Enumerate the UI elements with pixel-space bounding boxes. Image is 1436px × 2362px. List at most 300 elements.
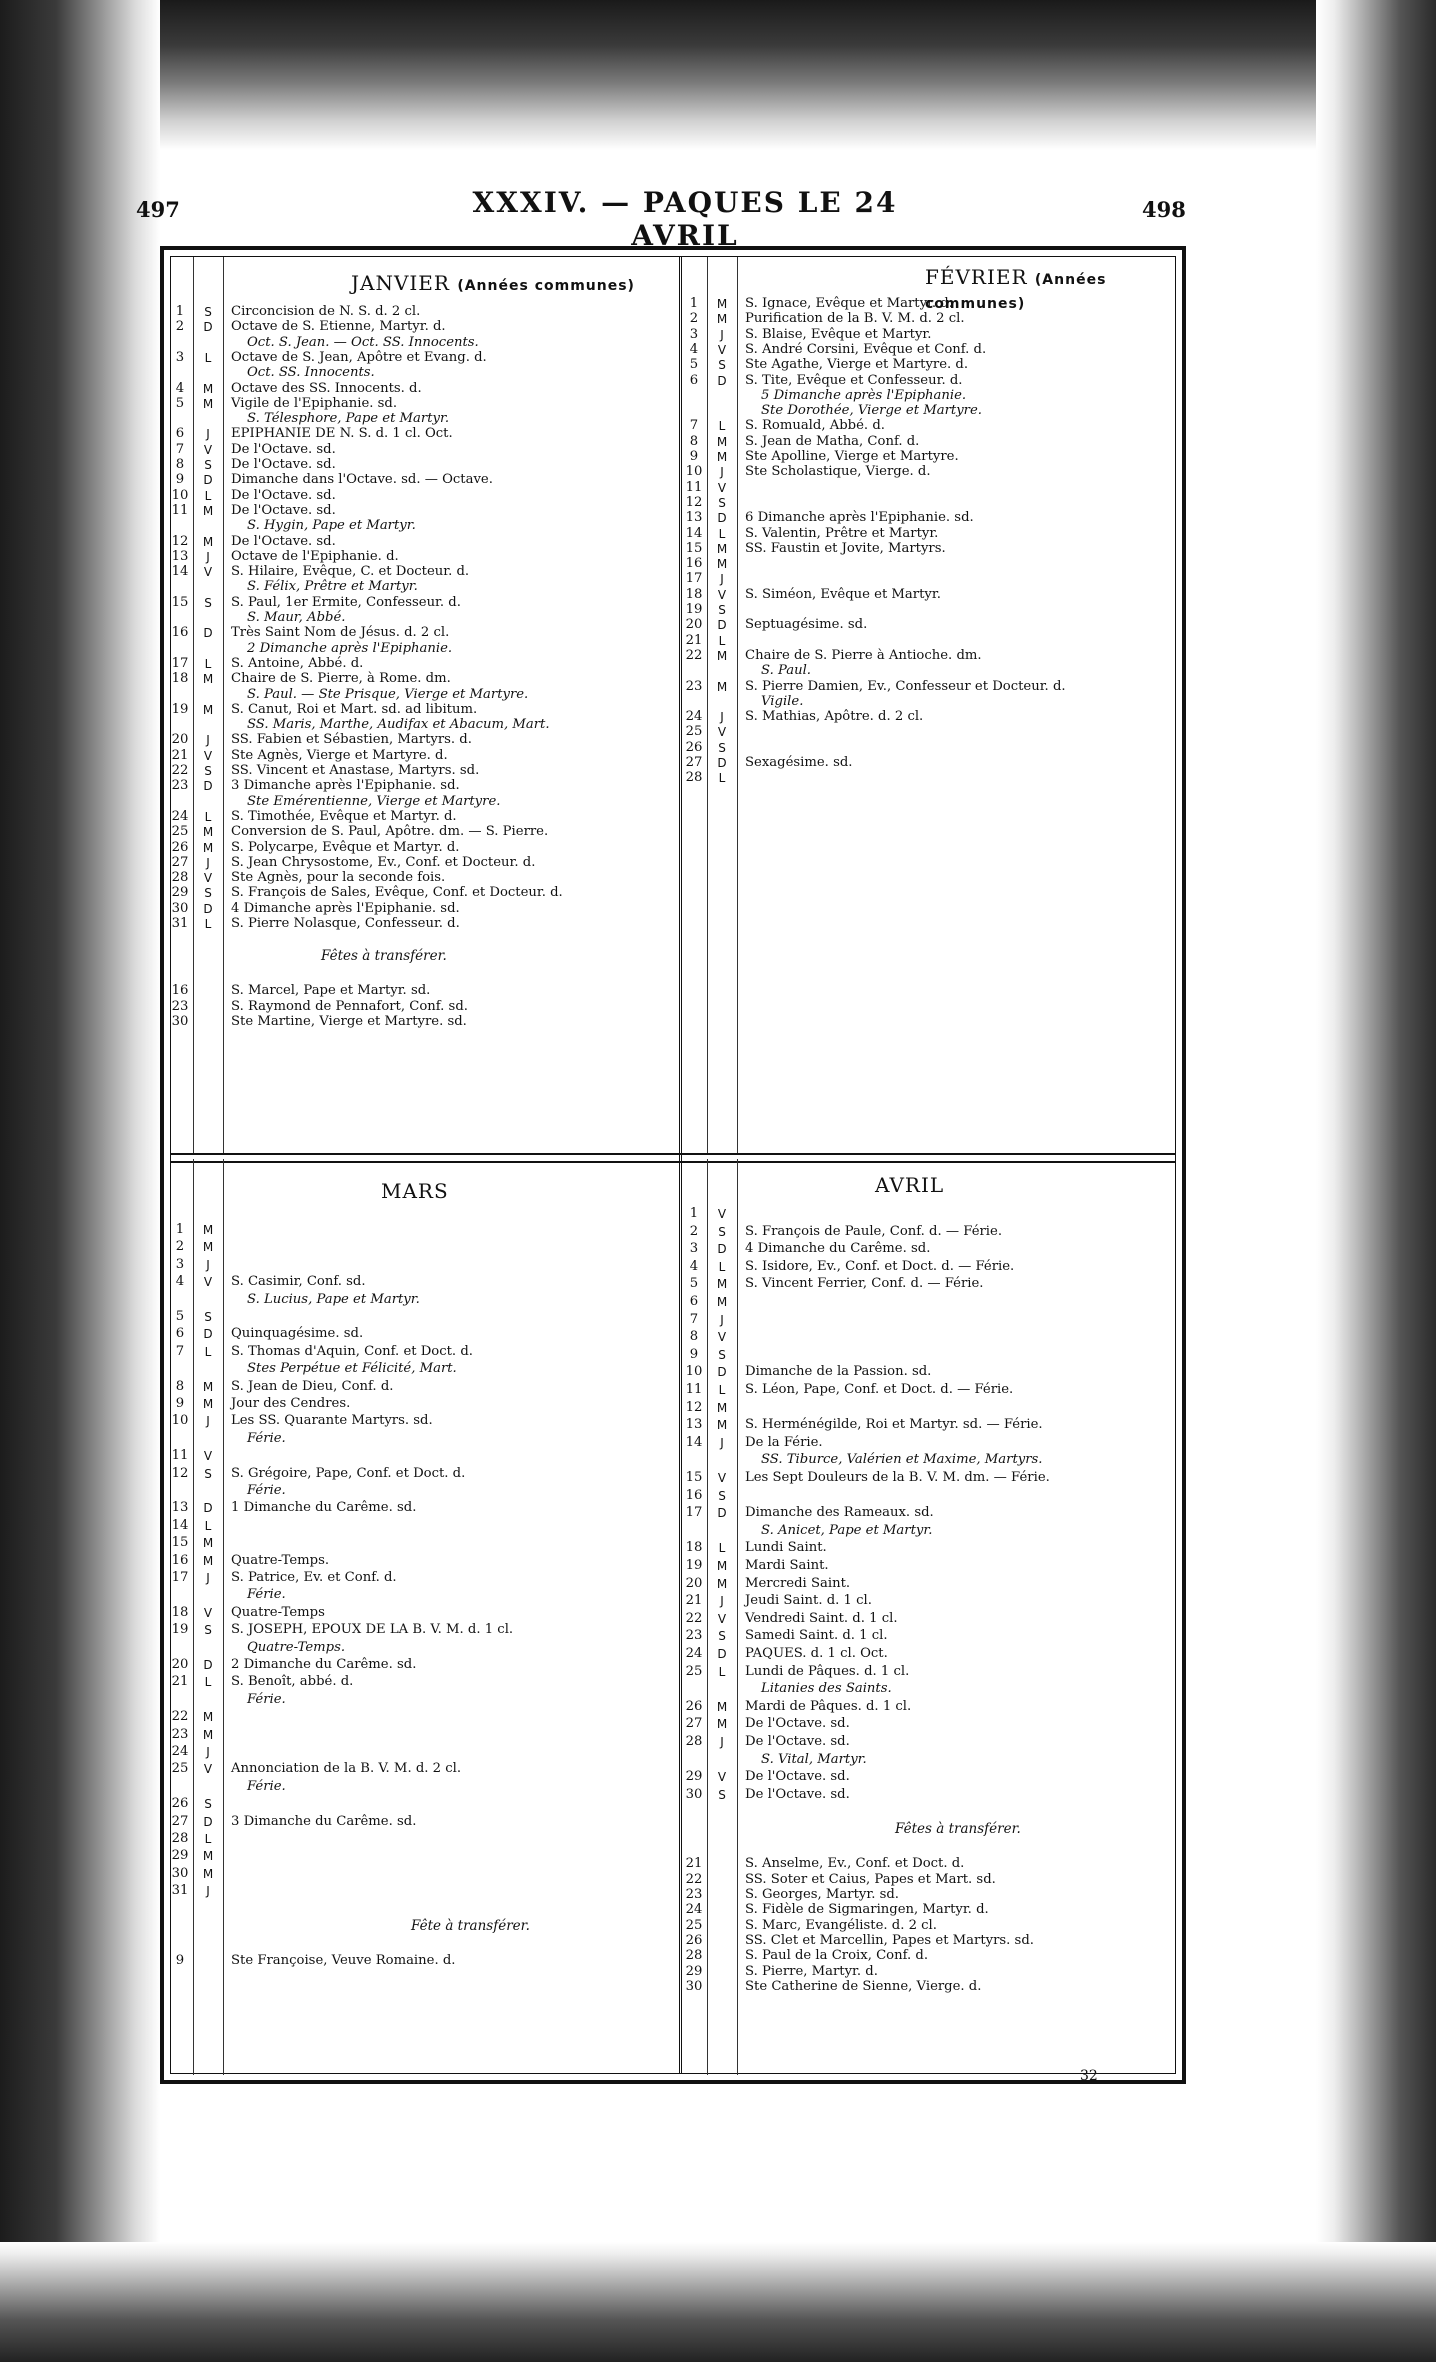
day-number: 31	[171, 916, 189, 931]
day-number: 19	[685, 1558, 703, 1573]
day-number: 20	[171, 1657, 189, 1672]
day-number: 9	[175, 472, 185, 488]
commemoration-text: Ste Emérentienne, Vierge et Martyre.	[247, 793, 501, 809]
weekday-letter: M	[716, 1717, 728, 1732]
feast-text: Quatre-Temps.	[231, 1552, 330, 1568]
feast-text: De l'Octave. sd.	[745, 1769, 850, 1785]
day-number: 30	[685, 1978, 703, 1994]
day-number: 8	[175, 1378, 185, 1394]
weekday-letter: S	[718, 1347, 726, 1362]
day-number: 22	[685, 1871, 703, 1887]
weekday-letter: S	[718, 1488, 726, 1503]
feast-text: SS. Faustin et Jovite, Martyrs.	[745, 540, 946, 556]
transfer-heading: Fête à transférer.	[411, 1917, 530, 1934]
day-number: 26	[171, 839, 189, 855]
month-name: JANVIER	[351, 271, 450, 295]
commemoration-text: Férie.	[247, 1430, 286, 1446]
feast-text: S. Pierre Damien, Ev., Confesseur et Docteur. d.	[745, 678, 1066, 694]
feast-text: Chaire de S. Pierre à Antioche. dm.	[745, 647, 982, 663]
day-number: 25	[171, 1761, 189, 1777]
day-number: 23	[171, 1726, 189, 1742]
day-number: 3	[689, 326, 699, 342]
transfer-text: SS. Clet et Marcellin, Papes et Martyrs. sd.	[745, 1932, 1034, 1948]
transfer-text: S. Marc, Evangéliste. d. 2 cl.	[745, 1917, 937, 1933]
day-number: 17	[171, 1570, 189, 1585]
weekday-letter: V	[717, 725, 727, 740]
weekday-letter: M	[202, 840, 214, 855]
day-number: 17	[171, 655, 189, 671]
feast-text: S. Casimir, Conf. sd.	[231, 1274, 366, 1290]
commemoration-text: S. Hygin, Pape et Martyr.	[247, 518, 416, 534]
transfer-text: Ste Françoise, Veuve Romaine. d.	[231, 1952, 456, 1968]
feast-text: Dimanche dans l'Octave. sd. — Octave.	[231, 472, 493, 488]
day-number: 23	[171, 778, 189, 794]
day-number: 12	[171, 533, 189, 549]
weekday-letter: J	[206, 1884, 210, 1899]
day-number: 16	[171, 983, 189, 999]
day-number: 8	[689, 433, 699, 449]
weekday-letter: L	[204, 656, 212, 671]
weekday-letter: D	[203, 473, 213, 488]
day-number: 15	[171, 594, 189, 610]
weekday-letter: V	[203, 442, 213, 457]
feast-text: 3 Dimanche du Carême. sd.	[231, 1813, 417, 1829]
weekday-letter: M	[716, 679, 728, 694]
commemoration-text: SS. Maris, Marthe, Audifax et Abacum, Mart.	[247, 717, 550, 733]
commemoration-text: Oct. S. Jean. — Oct. SS. Innocents.	[247, 334, 479, 350]
weekday-letter: M	[202, 381, 214, 396]
day-number: 28	[685, 1948, 703, 1964]
page-number-right: 498	[1142, 197, 1186, 222]
day-number: 5	[175, 1309, 185, 1324]
feast-text: S. André Corsini, Evêque et Conf. d.	[745, 341, 987, 357]
transfer-text: S. Pierre, Martyr. d.	[745, 1963, 878, 1979]
day-number: 30	[171, 1865, 189, 1881]
weekday-letter: D	[203, 1814, 213, 1829]
weekday-letter: D	[203, 1501, 213, 1516]
feast-text: 1 Dimanche du Carême. sd.	[231, 1500, 417, 1516]
weekday-letter: L	[718, 1541, 726, 1556]
weekday-letter: S	[718, 603, 726, 617]
day-number: 23	[171, 998, 189, 1014]
feast-text: Dimanche des Rameaux. sd.	[745, 1505, 934, 1521]
weekday-letter: S	[718, 358, 726, 373]
day-number: 29	[171, 885, 189, 901]
day-number: 19	[685, 602, 703, 617]
feast-text: S. Grégoire, Pape, Conf. et Doct. d.	[231, 1465, 466, 1481]
month-title	[925, 265, 1185, 313]
day-number: 21	[685, 1856, 703, 1872]
feast-text: Samedi Saint. d. 1 cl.	[745, 1628, 888, 1644]
feast-text: S. JOSEPH, EPOUX DE LA B. V. M. d. 1 cl.	[231, 1622, 514, 1638]
weekday-letter: M	[202, 672, 214, 687]
commemoration-text: Quatre-Temps.	[247, 1639, 346, 1655]
weekday-letter: D	[717, 756, 727, 770]
day-number: 31	[171, 1883, 189, 1899]
commemoration-text: Litanies des Saints.	[761, 1681, 892, 1697]
weekday-letter: V	[717, 587, 727, 602]
day-number: 23	[685, 678, 703, 694]
commemoration-text: SS. Tiburce, Valérien et Maxime, Martyrs.	[761, 1452, 1043, 1468]
feast-text: Circoncision de N. S. d. 2 cl.	[231, 304, 421, 319]
day-number: 10	[171, 487, 189, 503]
feast-text: Quatre-Temps	[231, 1604, 325, 1620]
feast-text: S. Jean de Matha, Conf. d.	[745, 433, 920, 449]
day-number: 13	[171, 1500, 189, 1516]
day-number: 28	[685, 1734, 703, 1749]
feast-text: Septuagésime. sd.	[745, 617, 868, 633]
day-number: 10	[685, 464, 703, 480]
weekday-letter: J	[206, 1571, 210, 1585]
weekday-letter: L	[718, 633, 726, 648]
weekday-letter: M	[716, 297, 728, 311]
transfer-heading: Fêtes à transférer.	[321, 948, 447, 965]
weekday-letter: M	[202, 396, 214, 411]
day-number: 26	[685, 1932, 703, 1948]
calendar-frame	[160, 246, 1186, 2084]
feast-text: S. Polycarpe, Evêque et Martyr. d.	[231, 839, 460, 855]
scan-edge-left	[0, 0, 160, 2362]
weekday-letter: L	[718, 771, 726, 786]
feast-text: Vigile de l'Epiphanie. sd.	[231, 395, 398, 411]
signature-mark: 32	[1080, 2068, 1098, 2084]
feast-text: 4 Dimanche après l'Epiphanie. sd.	[231, 900, 460, 916]
feast-text: Conversion de S. Paul, Apôtre. dm. — S. Pierre.	[231, 824, 549, 840]
day-number: 18	[171, 671, 189, 687]
weekday-letter: M	[202, 1397, 214, 1411]
day-number: 16	[685, 556, 703, 572]
weekday-letter: M	[202, 503, 214, 518]
weekday-letter: J	[720, 1594, 724, 1609]
day-number: 14	[171, 564, 189, 580]
day-number: 15	[171, 1535, 189, 1551]
day-number: 26	[685, 739, 703, 755]
weekday-letter: S	[204, 1310, 212, 1324]
day-number: 12	[171, 1465, 189, 1481]
weekday-letter: L	[204, 1832, 212, 1846]
month-name: FÉVRIER	[925, 265, 1028, 289]
feast-text: Ste Agnès, Vierge et Martyre. d.	[231, 747, 448, 763]
feast-text: S. Timothée, Evêque et Martyr. d.	[231, 808, 457, 824]
feast-text: Mardi de Pâques. d. 1 cl.	[745, 1698, 912, 1714]
commemoration-text: Férie.	[247, 1483, 286, 1498]
day-number: 10	[685, 1364, 703, 1380]
day-number: 16	[171, 625, 189, 641]
transfer-text: Ste Catherine de Sienne, Vierge. d.	[745, 1978, 982, 1994]
feast-text: Les Sept Douleurs de la B. V. M. dm. — Férie.	[745, 1470, 1050, 1485]
feast-text: S. Tite, Evêque et Confesseur. d.	[745, 372, 963, 388]
weekday-letter: J	[720, 710, 724, 725]
page-number-left: 497	[136, 197, 180, 222]
weekday-letter: M	[716, 312, 728, 327]
day-number: 11	[171, 502, 189, 518]
day-number: 3	[175, 349, 185, 365]
day-number: 4	[689, 1258, 699, 1274]
commemoration-text: Férie.	[247, 1587, 286, 1603]
feast-text: Dimanche de la Passion. sd.	[745, 1364, 932, 1380]
feast-text: De l'Octave. sd.	[231, 457, 336, 472]
day-number: 30	[171, 900, 189, 916]
feast-text: Annonciation de la B. V. M. d. 2 cl.	[231, 1761, 462, 1777]
weekday-letter: D	[717, 1506, 727, 1521]
transfer-text: SS. Soter et Caius, Papes et Mart. sd.	[745, 1871, 996, 1887]
day-number: 24	[685, 709, 703, 725]
day-number: 2	[175, 1239, 185, 1255]
feast-text: SS. Fabien et Sébastien, Martyrs. d.	[231, 732, 472, 748]
feast-text: De la Férie.	[745, 1434, 823, 1450]
day-number: 5	[175, 395, 185, 411]
weekday-letter: S	[718, 1787, 726, 1802]
weekday-letter: S	[718, 740, 726, 755]
weekday-letter: V	[717, 1611, 727, 1626]
weekday-letter: S	[204, 1466, 212, 1481]
day-number: 1	[689, 1206, 699, 1221]
transfer-heading: Fêtes à transférer.	[895, 1821, 1021, 1838]
weekday-letter: S	[204, 764, 212, 778]
weekday-letter: J	[206, 549, 210, 564]
day-number: 25	[685, 1663, 703, 1679]
day-number: 21	[685, 632, 703, 648]
feast-text: S. Pierre Nolasque, Confesseur. d.	[231, 916, 460, 931]
weekday-letter: M	[202, 1536, 214, 1551]
day-number: 14	[685, 525, 703, 541]
weekday-letter: V	[717, 480, 727, 495]
feast-text: De l'Octave. sd.	[745, 1716, 850, 1732]
feast-text: S. Blaise, Evêque et Martyr.	[745, 326, 932, 342]
feast-text: EPIPHANIE DE N. S. d. 1 cl. Oct.	[231, 426, 453, 442]
day-number: 22	[171, 1709, 189, 1725]
weekday-letter: L	[718, 1259, 726, 1274]
day-number: 16	[171, 1552, 189, 1568]
day-number: 21	[171, 1674, 189, 1690]
feast-text: S. François de Sales, Evêque, Conf. et Docteur. d.	[231, 885, 563, 901]
transfer-text: S. Georges, Martyr. sd.	[745, 1887, 899, 1902]
feast-text: S. Vincent Ferrier, Conf. d. — Férie.	[745, 1276, 984, 1292]
feast-text: S. Jean de Dieu, Conf. d.	[231, 1378, 394, 1394]
feast-text: De l'Octave. sd.	[745, 1734, 850, 1749]
transfer-text: S. Raymond de Pennafort, Conf. sd.	[231, 998, 468, 1014]
weekday-letter: J	[206, 1257, 210, 1272]
weekday-letter: M	[202, 1849, 214, 1864]
scan-edge-bottom	[0, 2242, 1436, 2362]
month-annees: (Années communes)	[925, 272, 1107, 312]
month-title	[351, 271, 635, 295]
weekday-letter: L	[718, 1383, 726, 1397]
feast-text: Jeudi Saint. d. 1 cl.	[745, 1593, 872, 1609]
feast-text: S. Siméon, Evêque et Martyr.	[745, 586, 941, 602]
feast-text: S. Isidore, Ev., Conf. et Doct. d. — Férie.	[745, 1258, 1015, 1274]
feast-text: S. Benoît, abbé. d.	[231, 1674, 354, 1690]
day-number: 25	[171, 824, 189, 840]
feast-text: S. Thomas d'Aquin, Conf. et Doct. d.	[231, 1343, 473, 1359]
feast-text: S. Ignace, Evêque et Martyr. d.	[745, 296, 953, 311]
day-number: 30	[171, 1013, 189, 1029]
weekday-letter: L	[204, 1675, 212, 1690]
weekday-letter: S	[204, 595, 212, 610]
weekday-letter: D	[203, 779, 213, 794]
feast-text: S. Canut, Roi et Mart. sd. ad libitum.	[231, 701, 478, 717]
day-number: 8	[689, 1329, 699, 1345]
month-janvier	[171, 257, 677, 1153]
transfer-text: S. Marcel, Pape et Martyr. sd.	[231, 983, 431, 999]
weekday-letter: D	[717, 1365, 727, 1380]
month-mars	[171, 1159, 677, 2075]
weekday-letter: M	[202, 702, 214, 717]
day-number: 24	[685, 1646, 703, 1661]
day-number: 24	[171, 1744, 189, 1759]
feast-text: Octave de l'Epiphanie. d.	[231, 548, 399, 564]
day-number: 29	[171, 1848, 189, 1864]
day-number: 7	[175, 1343, 185, 1359]
weekday-letter: S	[718, 1224, 726, 1239]
feast-text: S. Herménégilde, Roi et Martyr. sd. — Férie.	[745, 1417, 1043, 1433]
month-title	[381, 1179, 449, 1203]
day-number: 23	[685, 1628, 703, 1644]
feast-text: S. Romuald, Abbé. d.	[745, 418, 885, 434]
weekday-letter: J	[206, 1745, 210, 1759]
day-number: 20	[685, 1575, 703, 1591]
day-number: 18	[171, 1604, 189, 1620]
commemoration-text: S. Paul.	[761, 663, 811, 679]
weekday-letter: M	[202, 1727, 214, 1742]
weekday-letter: L	[204, 917, 212, 931]
day-number: 20	[685, 617, 703, 633]
day-number: 27	[171, 854, 189, 870]
day-number: 6	[175, 1326, 185, 1342]
day-number: 20	[171, 732, 189, 748]
day-number: 2	[175, 319, 185, 335]
day-number: 7	[689, 418, 699, 434]
weekday-letter: S	[204, 886, 212, 901]
commemoration-text: S. Lucius, Pape et Martyr.	[247, 1291, 420, 1307]
commemoration-text: Vigile.	[761, 693, 804, 709]
day-number: 28	[171, 1831, 189, 1846]
feast-text: Lundi Saint.	[745, 1540, 827, 1556]
day-number: 9	[175, 1952, 185, 1968]
weekday-letter: L	[718, 419, 726, 434]
day-number: 6	[689, 372, 699, 388]
commemoration-text: S. Anicet, Pape et Martyr.	[761, 1522, 933, 1538]
feast-text: PAQUES. d. 1 cl. Oct.	[745, 1646, 888, 1661]
feast-text: S. Jean Chrysostome, Ev., Conf. et Docteur. d.	[231, 854, 536, 870]
feast-text: De l'Octave. sd.	[231, 533, 336, 549]
weekday-letter: M	[716, 541, 728, 556]
feast-text: S. François de Paule, Conf. d. — Férie.	[745, 1223, 1003, 1239]
day-number: 23	[685, 1887, 703, 1902]
weekday-letter: L	[204, 488, 212, 503]
feast-text: Mercredi Saint.	[745, 1575, 851, 1591]
feast-text: S. Antoine, Abbé. d.	[231, 655, 364, 671]
weekday-letter: V	[203, 1762, 213, 1777]
feast-text: Ste Apolline, Vierge et Martyre.	[745, 449, 959, 464]
day-number: 25	[685, 724, 703, 740]
feast-text: Quinquagésime. sd.	[231, 1326, 364, 1342]
feast-text: Ste Agathe, Vierge et Martyre. d.	[745, 357, 969, 373]
day-number: 24	[171, 808, 189, 824]
commemoration-text: S. Paul. — Ste Prisque, Vierge et Martyre.	[247, 686, 529, 702]
weekday-letter: M	[716, 1559, 728, 1573]
feast-text: S. Léon, Pape, Conf. et Doct. d. — Férie.	[745, 1382, 1014, 1397]
day-number: 28	[685, 770, 703, 786]
day-number: 25	[685, 1917, 703, 1933]
day-number: 11	[685, 479, 703, 495]
day-number: 4	[175, 380, 185, 396]
day-number: 10	[171, 1413, 189, 1429]
page-title: XXXIV. — PAQUES LE 24 AVRIL	[472, 186, 898, 252]
commemoration-text: S. Télesphore, Pape et Martyr.	[247, 411, 450, 427]
commemoration-text: Ste Dorothée, Vierge et Martyre.	[761, 403, 982, 419]
weekday-letter: J	[720, 465, 724, 480]
weekday-letter: V	[717, 1471, 727, 1485]
day-number: 21	[685, 1593, 703, 1609]
feast-text: Lundi de Pâques. d. 1 cl.	[745, 1663, 910, 1679]
weekday-letter: J	[720, 1312, 724, 1327]
day-number: 7	[689, 1311, 699, 1327]
feast-text: Octave de S. Jean, Apôtre et Evang. d.	[231, 349, 487, 365]
weekday-letter: D	[717, 511, 727, 526]
weekday-letter: M	[202, 825, 214, 840]
weekday-letter: V	[717, 1207, 727, 1221]
day-number: 16	[685, 1487, 703, 1503]
feast-text: 3 Dimanche après l'Epiphanie. sd.	[231, 778, 460, 794]
weekday-letter: V	[717, 342, 727, 357]
feast-text: De l'Octave. sd.	[231, 502, 336, 518]
month-fevrier	[685, 257, 1185, 1153]
weekday-letter: M	[202, 1223, 214, 1237]
feast-text: Vendredi Saint. d. 1 cl.	[745, 1610, 898, 1626]
feast-text: Ste Agnès, pour la seconde fois.	[231, 870, 446, 886]
weekday-letter: M	[716, 1418, 728, 1433]
weekday-letter: S	[204, 458, 212, 472]
feast-text: Jour des Cendres.	[231, 1396, 351, 1411]
weekday-letter: L	[204, 809, 212, 824]
day-number: 2	[689, 311, 699, 327]
feast-text: Les SS. Quarante Martyrs. sd.	[231, 1413, 433, 1429]
weekday-letter: S	[204, 1623, 212, 1638]
day-number: 19	[171, 1622, 189, 1638]
feast-text: S. Mathias, Apôtre. d. 2 cl.	[745, 709, 924, 725]
weekday-letter: L	[718, 526, 726, 541]
weekday-letter: M	[716, 450, 728, 464]
scan-edge-top	[0, 0, 1436, 150]
day-number: 24	[685, 1902, 703, 1918]
day-number: 12	[685, 494, 703, 510]
weekday-letter: S	[718, 495, 726, 510]
commemoration-text: S. Félix, Prêtre et Martyr.	[247, 579, 418, 595]
weekday-letter: M	[202, 1240, 214, 1255]
weekday-letter: M	[202, 1710, 214, 1725]
day-number: 15	[685, 1470, 703, 1485]
day-number: 13	[685, 510, 703, 526]
day-number: 7	[175, 441, 185, 457]
month-title	[875, 1173, 944, 1197]
scan-edge-right	[1316, 0, 1436, 2362]
feast-text: Très Saint Nom de Jésus. d. 2 cl.	[231, 625, 450, 641]
weekday-letter: V	[717, 1770, 727, 1785]
weekday-letter: L	[718, 1664, 726, 1679]
day-number: 18	[685, 1540, 703, 1556]
weekday-letter: V	[203, 1605, 213, 1620]
feast-text: S. Paul, 1er Ermite, Confesseur. d.	[231, 594, 461, 610]
day-number: 22	[171, 763, 189, 778]
weekday-letter: J	[720, 1735, 724, 1749]
feast-text: De l'Octave. sd.	[745, 1786, 850, 1802]
commemoration-text: S. Vital, Martyr.	[761, 1751, 867, 1767]
weekday-letter: M	[716, 1277, 728, 1292]
weekday-letter: D	[717, 373, 727, 388]
feast-text: Chaire de S. Pierre, à Rome. dm.	[231, 671, 451, 687]
weekday-letter: M	[716, 434, 728, 449]
